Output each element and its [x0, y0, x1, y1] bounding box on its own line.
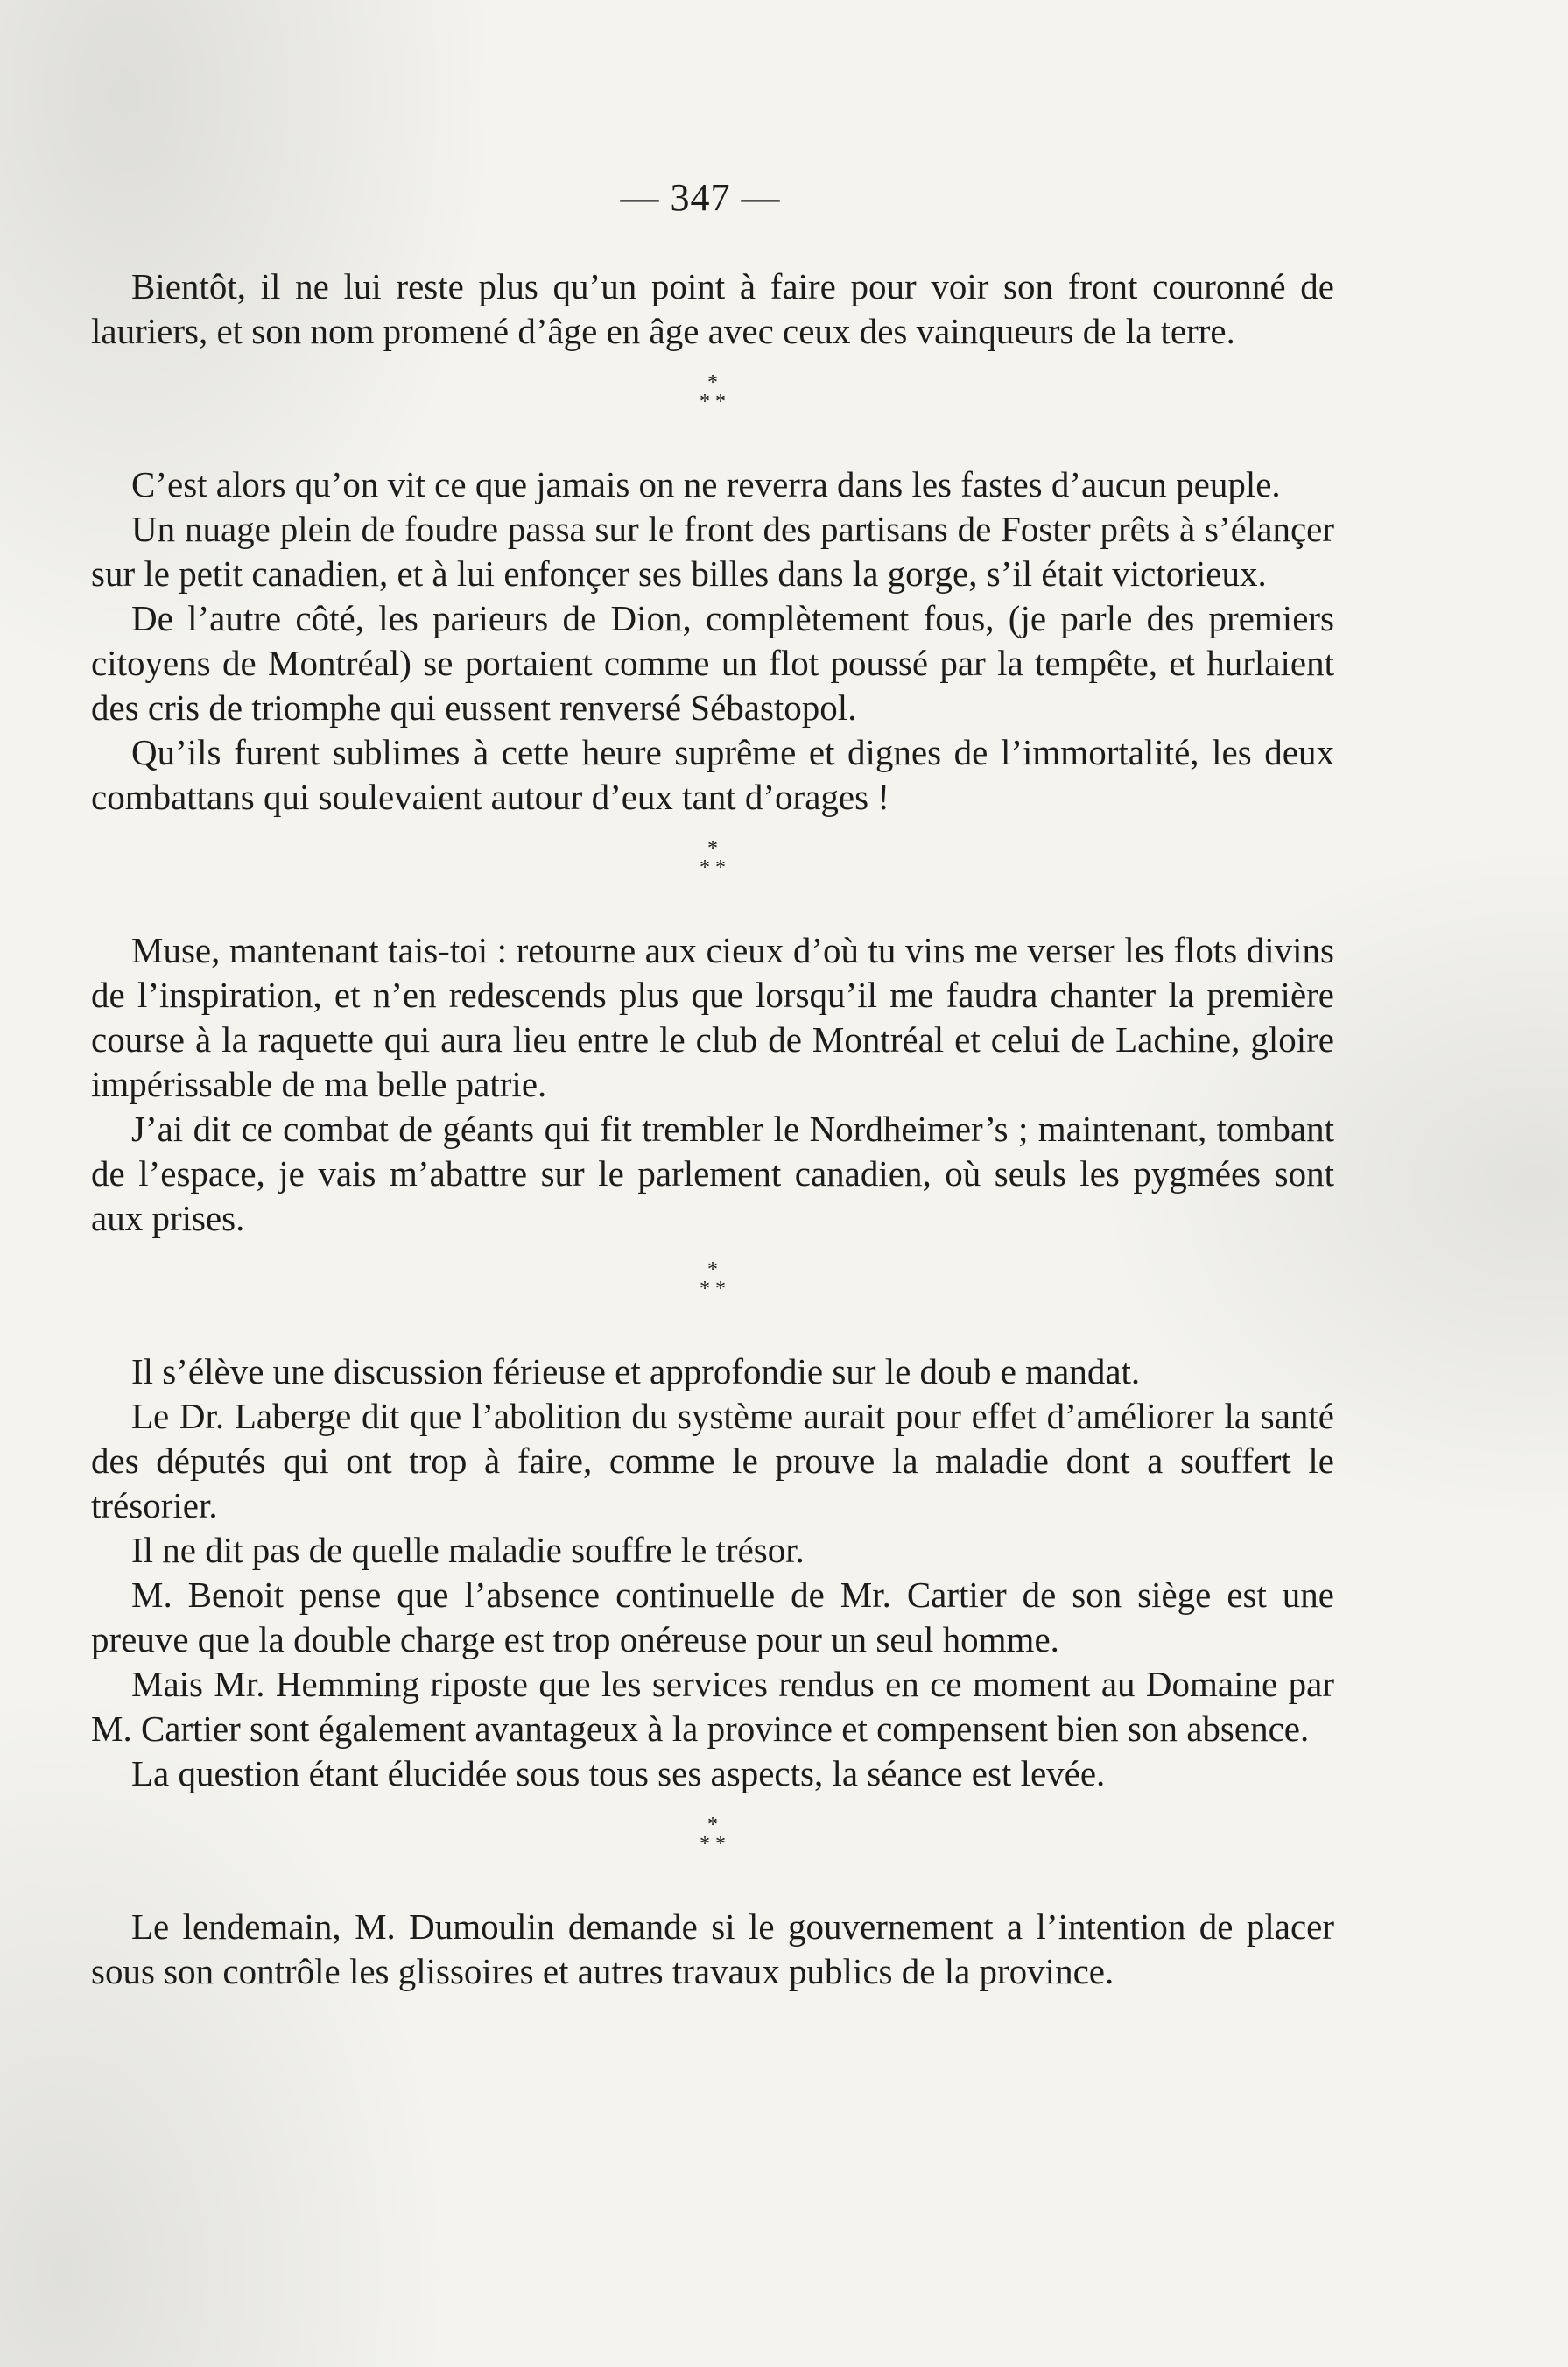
- page-number: — 347 —: [620, 176, 781, 219]
- paragraph: Qu’ils furent sublimes à cette heure suprême et dignes de l’immortalité, les deux combattans qui soulevaient autour d’eux tant d’orages !: [91, 732, 1334, 817]
- section-separator: [91, 354, 1334, 462]
- paragraph: M. Benoit pense que l’absence continuelle de Mr. Cartier de son siège est une preuve que la double charge est trop onéreuse pour un seul homme.: [91, 1574, 1334, 1659]
- asterism: * * *: [700, 1814, 726, 1856]
- asterism: * * *: [700, 837, 726, 879]
- asterism: * * *: [700, 1258, 726, 1300]
- paragraph: Muse, mantenant tais-toi : retourne aux cieux d’où tu vins me verser les flots divins de l’inspiration, et n’en redescends plus que lorsqu’il me faudra chanter la première course à la raquette qui aura lieu entre le club de Montréal et celui de Lachine, gloire impérissable de ma belle patrie.: [91, 930, 1334, 1104]
- paragraph: J’ai dit ce combat de géants qui fit trembler le Nordheimer’s ; maintenant, tombant de l’espace, je vais m’abattre sur le parlement canadien, où seuls les pygmées sont aux prises.: [91, 1109, 1334, 1238]
- paragraph: Bientôt, il ne lui reste plus qu’un point à faire pour voir son front couronné de lauriers, et son nom promené d’âge en âge avec ceux des vainqueurs de la terre.: [91, 266, 1334, 351]
- paragraph: Il ne dit pas de quelle maladie souffre le trésor.: [131, 1530, 805, 1570]
- paragraph: De l’autre côté, les parieurs de Dion, complètement fous, (je parle des premiers citoyens de Montréal) se portaient comme un flot poussé par la tempête, et hurlaient des cris de triomphe qui eussent renversé Sébastopol.: [91, 598, 1334, 728]
- paragraph: Le Dr. Laberge dit que l’abolition du système aurait pour effet d’améliorer la santé des députés qui ont trop à faire, comme le prouve la maladie dont a souffert le trésorier.: [91, 1396, 1334, 1525]
- paragraph: Il s’élève une discussion férieuse et approfondie sur le doub e mandat.: [131, 1351, 1141, 1391]
- paragraph: C’est alors qu’on vit ce que jamais on ne reverra dans les fastes d’aucun peuple.: [131, 464, 1281, 504]
- page-body: [91, 264, 1334, 1994]
- asterism: * * *: [700, 371, 726, 413]
- paragraph: La question étant élucidée sous tous ses aspects, la séance est levée.: [131, 1753, 1106, 1793]
- paragraph: Mais Mr. Hemming riposte que les services rendus en ce moment au Domaine par M. Cartier sont également avantageux à la province et compensent bien son absence.: [91, 1664, 1334, 1749]
- paragraph: Un nuage plein de foudre passa sur le front des partisans de Foster prêts à s’élançer sur le petit canadien, et à lui enfonçer ses billes dans la gorge, s’il était victorieux.: [91, 509, 1334, 594]
- paragraph: Le lendemain, M. Dumoulin demande si le gouvernement a l’intention de placer sous son contrôle les glissoires et autres travaux publics de la province.: [91, 1906, 1334, 1991]
- section-separator: [91, 1796, 1334, 1905]
- section-separator: [91, 1241, 1334, 1349]
- section-separator: [91, 820, 1334, 928]
